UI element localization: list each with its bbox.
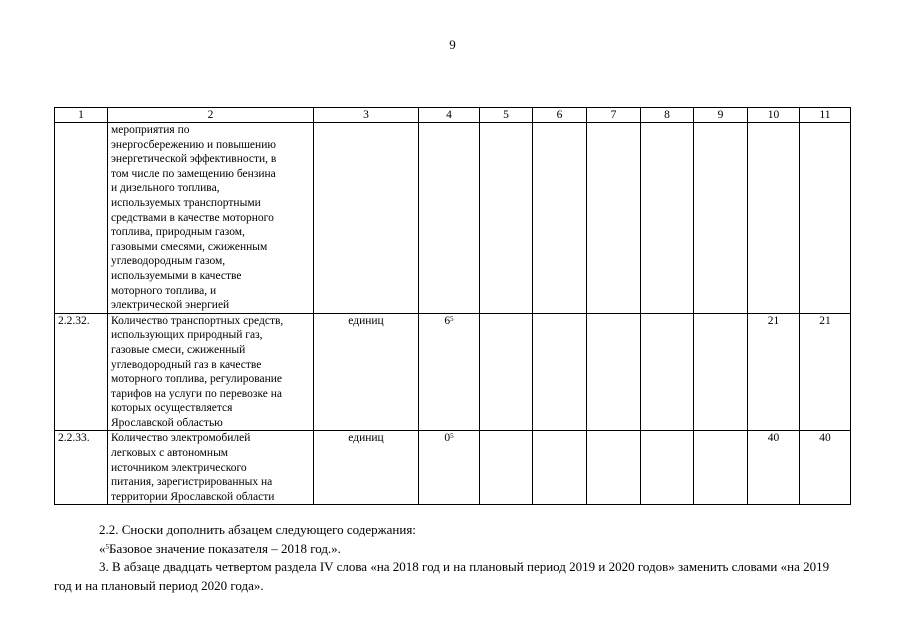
indicator-name-cell [108,313,314,431]
column-header: 1 [55,108,108,123]
note-text: Базовое значение показателя – 2018 год.». [109,540,341,556]
footnote-marker: 5 [450,432,454,441]
row-number-cell [55,123,108,314]
note-line: 2.2. Сноски дополнить абзацем следующего содержания: [99,522,416,537]
column-header: 5 [480,108,533,123]
value-cell-c9 [694,431,748,505]
value-cell-c9 [694,123,748,314]
indicator-name-line: Ярославской областью [111,416,223,429]
column-header: 2 [108,108,314,123]
column-header: 6 [533,108,587,123]
value-cell-c10: 21 [748,313,800,431]
page-number: 9 [449,37,456,52]
value-cell-c7 [587,431,641,505]
indicator-name-line: топлива, природным газом, [111,226,245,239]
value-cell-c7 [587,313,641,431]
value-cell-c5 [480,313,533,431]
indicator-name-line: территории Ярославской области [111,490,275,503]
value-cell-c5 [480,123,533,314]
value-cell-c11: 21 [800,313,851,431]
base-value: 6 [444,314,451,327]
indicator-name-line: Количество транспортных средств, [111,314,284,327]
indicator-name-line: используемых транспортными [111,196,261,209]
value-cell-c8 [641,431,694,505]
value-cell-c10 [748,123,800,314]
indicator-name-line: средствами в качестве моторного [111,211,274,224]
base-value-cell [419,313,480,431]
value-cell-c6 [533,123,587,314]
value-cell-c6 [533,313,587,431]
value-cell-c8 [641,123,694,314]
indicator-name-line: тарифов на услуги по перевозке на [111,387,282,400]
indicator-name-cell [108,431,314,505]
column-header: 9 [694,108,748,123]
column-header: 10 [748,108,800,123]
amendment-notes [54,521,850,595]
indicator-name-line: использующих природный газ, [111,329,263,342]
indicator-name-line: газовыми смесями, сжиженным [111,240,268,253]
base-value: 0 [444,432,451,445]
column-header: 3 [314,108,419,123]
indicator-name-line: и дизельного топлива, [111,182,220,195]
table-row [55,123,851,314]
value-cell-c9 [694,313,748,431]
indicator-name-cell [108,123,314,314]
unit-cell: единиц [314,313,419,431]
value-cell-c11: 40 [800,431,851,505]
indicator-name-line: углеводородным газом, [111,255,226,268]
note-line [54,540,850,559]
column-header: 11 [800,108,851,123]
indicator-name-line: легковых с автономным [111,447,229,460]
indicator-name-line: моторного топлива, регулирование [111,373,283,386]
indicator-name-line: которых осуществляется [111,402,233,415]
base-value-cell [419,123,480,314]
value-cell-c8 [641,313,694,431]
base-value-cell [419,431,480,505]
value-cell-c5 [480,431,533,505]
table-header-row [55,108,851,123]
value-cell-c10: 40 [748,431,800,505]
value-cell-c6 [533,431,587,505]
unit-cell: единиц [314,431,419,505]
column-header: 8 [641,108,694,123]
value-cell-c11 [800,123,851,314]
indicator-name-line: Количество электромобилей [111,432,251,445]
note-line: 3. В абзаце двадцать четвертом раздела IV слова «на 2018 год и на плановый период 2019 и 2020 годов» заменить словами «на 2019 год и на плановый период 2020 года». [54,559,830,593]
footnote-marker: 5 [450,314,454,323]
indicator-name-line: моторного топлива, и [111,284,217,297]
indicator-name-line: энергосбережению и повышению [111,138,276,151]
indicator-name-line: энергетической эффективности, в [111,153,277,166]
note-open-quote: « [99,540,106,556]
indicator-name-line: углеводородный газ в качестве [111,358,262,371]
value-cell-c7 [587,123,641,314]
indicator-name-line: питания, зарегистрированных на [111,476,273,489]
indicator-name-line: используемыми в качестве [111,269,242,282]
indicators-table [54,107,851,505]
footnote-marker: 5 [105,542,109,551]
indicator-name-line: газовые смеси, сжиженный [111,343,246,356]
indicator-name-line: электрической энергией [111,299,230,312]
row-number-cell: 2.2.32. [55,313,108,431]
column-header: 7 [587,108,641,123]
column-header: 4 [419,108,480,123]
unit-cell [314,123,419,314]
indicator-name-line: мероприятия по [111,124,190,136]
table-row [55,313,851,431]
indicator-name-line: том числе по замещению бензина [111,167,276,180]
table-row [55,431,851,505]
row-number-cell: 2.2.33. [55,431,108,505]
indicator-name-line: источником электрического [111,461,247,474]
